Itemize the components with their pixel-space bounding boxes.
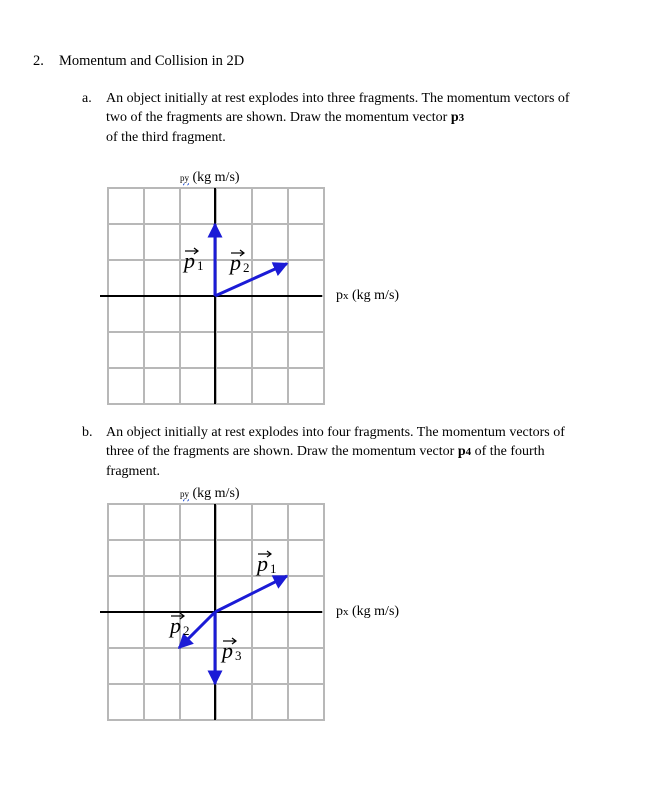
- part-a-momentum-graph: [100, 184, 340, 414]
- part-b-p4-symbol: p4: [457, 444, 472, 459]
- vector-label-text: p: [230, 250, 241, 275]
- vector-label-p1: [182, 248, 204, 273]
- vector-label-p2: [168, 613, 190, 638]
- vector-label-subscript: 1: [270, 561, 277, 576]
- vector-label-subscript: 2: [243, 260, 250, 275]
- part-b-y-axis-label: py (kg m/s): [180, 486, 240, 501]
- vector-label-p3: [220, 638, 242, 663]
- vector-label-p2: [228, 250, 250, 275]
- vector-label-subscript: 1: [197, 258, 204, 273]
- part-b-momentum-graph: [100, 500, 340, 730]
- vector-label-subscript: 2: [183, 623, 190, 638]
- part-a-text: [106, 89, 586, 147]
- vector-label-text: p: [184, 248, 195, 273]
- part-a-p3-symbol: p3: [450, 110, 465, 125]
- part-b-x-axis-label: px (kg m/s): [336, 604, 400, 619]
- problem-heading: [33, 53, 244, 70]
- part-a-letter: a.: [82, 91, 92, 106]
- part-a-x-axis-label: px (kg m/s): [336, 288, 400, 303]
- problem-number: 2.: [33, 53, 44, 69]
- vector-label-text: p: [222, 638, 233, 663]
- vector-label-text: p: [257, 551, 268, 576]
- vector-label-p1: [255, 551, 277, 576]
- part-b-letter: b.: [82, 425, 93, 440]
- part-a-y-axis-label: py (kg m/s): [180, 170, 240, 185]
- part-a-text-main: An object initially at rest explodes into three fragments. The momentum vectors of two of the fragments are shown. Draw the momentum vector: [106, 91, 570, 125]
- vector-label-subscript: 3: [235, 648, 242, 663]
- part-b-text-main: An object initially at rest explodes into four fragments. The momentum vectors of three of the fragments are shown. Draw the momentum vector: [106, 425, 565, 459]
- vector-label-text: p: [170, 613, 181, 638]
- part-b-text-end: of the fourth fragment.: [106, 444, 545, 479]
- part-b-text: [106, 423, 586, 481]
- problem-title: Momentum and Collision in 2D: [59, 53, 245, 69]
- part-a-text-end: of the third fragment.: [106, 130, 226, 145]
